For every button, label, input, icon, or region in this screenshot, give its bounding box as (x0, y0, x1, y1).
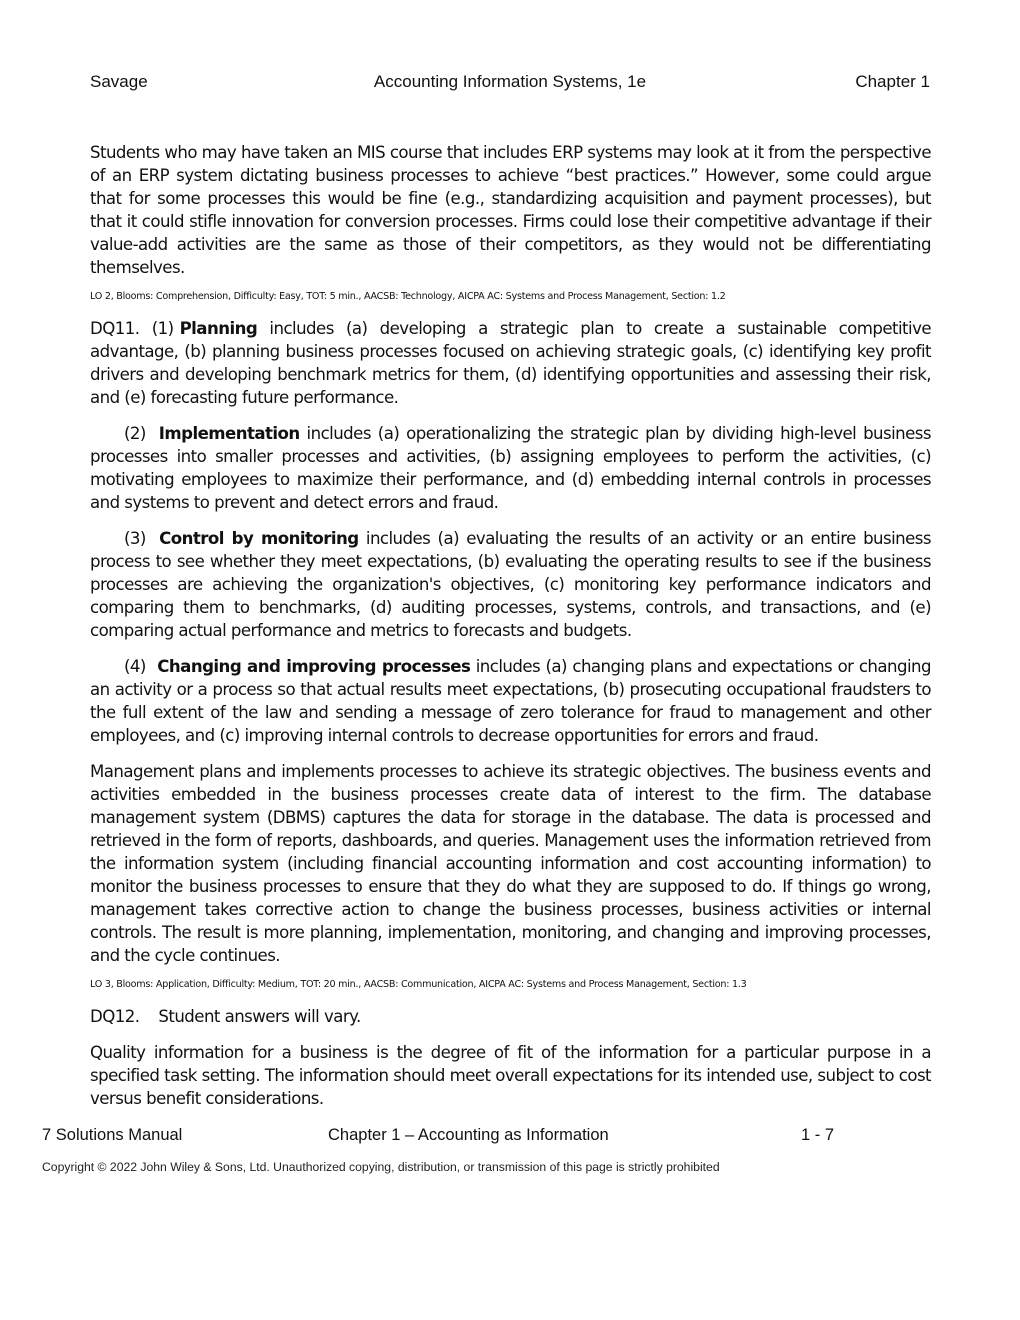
dq12-line (90, 1005, 931, 1028)
dq11-item1-number: (1) (151, 319, 174, 338)
page-content (90, 141, 931, 1110)
learning-objective-meta-2: LO 3, Blooms: Application, Difficulty: Medium, TOT: 20 min., AACSB: Communication, AICPA AC: Systems and Process Management, Section: 1.3 (90, 979, 747, 990)
footer-page-number: 1 - 7 (801, 1126, 835, 1144)
copyright-notice: Copyright © 2022 John Wiley & Sons, Ltd. Unauthorized copying, distribution, or transmission of this page is strictly prohibited (42, 1160, 720, 1174)
dq11-item1-text: includes (a) developing a strategic plan to create a sustainable competitive advantage, (b) planning business processes focused on achieving strategic goals, (c) identifying key profit drivers and developing benchmark metrics for them, (d) identifying opportunities and assessing their risk, and (e) forecasting future performance. (90, 319, 931, 407)
dq11-item3-text: includes (a) evaluating the results of an activity or an entire business process to see whether they meet expectations, (b) evaluating the operating results to see if the business processes are achieving the organization's objectives, (c) monitoring key performance indicators and comparing them to benchmarks, (d) auditing processes, systems, controls, and transactions, and (e) comparing actual performance and metrics to forecasts and budgets. (90, 529, 931, 640)
footer-manual: 7 Solutions Manual (42, 1126, 183, 1144)
dq12-paragraph: Quality information for a business is the degree of fit of the information for a particular purpose in a specified task setting. The information should meet overall expectations for its intended use, subject to cost versus benefit considerations. (90, 1043, 931, 1108)
dq11-item4-text: includes (a) changing plans and expectations or changing an activity or a process so that actual results meet expectations, (b) prosecuting occupational fraudsters to the full extent of the law and sending a message of zero tolerance for fraud to management and other employees, and (c) improving internal controls to decrease opportunities for errors and fraud. (90, 657, 931, 745)
dq11-item2-term: Implementation (158, 424, 300, 443)
dq11-item-control (90, 527, 931, 642)
dq11-item4-term: Changing and improving processes (157, 657, 471, 676)
dq11-label: DQ11. (90, 319, 140, 338)
dq11-item2-text: includes (a) operationalizing the strategic plan by dividing high-level business processes into smaller processes and activities, (b) assigning employees to perform the activities, (c) motivating employees to maximize their performance, and (d) embedding internal controls in processes and systems to prevent and detect errors and fraud. (90, 424, 931, 512)
intro-paragraph: Students who may have taken an MIS course that includes ERP systems may look at it from the perspective of an ERP system dictating business processes to achieve “best practices.” However, some could argue that for some processes this would be fine (e.g., standardizing acquisition and payment processes), but that it could stifle innovation for conversion processes. Firms could lose their competitive advantage if their value-add activities are the same as those of their competitors, as they would not be differentiating themselves. (90, 143, 931, 277)
dq11-item2-number: (2) (124, 424, 146, 443)
learning-objective-meta: LO 2, Blooms: Comprehension, Difficulty: Easy, TOT: 5 min., AACSB: Technology, AICPA AC: Systems and Process Management, Section: 1.2 (90, 291, 726, 302)
dq11-summary-paragraph: Management plans and implements processes to achieve its strategic objectives. The business events and activities embedded in the business processes create data of interest to the firm. The database management system (DBMS) captures the data for storage in the database. The data is processed and retrieved in the form of reports, dashboards, and queries. Management uses the information retrieved from the information system (including financial accounting information and cost accounting information) to monitor the business processes to ensure that they do what they are supposed to do. If things go wrong, management takes corrective action to change the business processes, business activities or internal controls. The result is more planning, implementation, monitoring, and changing and improving processes, and the cycle continues. (90, 762, 931, 965)
dq12-text: Student answers will vary. (158, 1007, 361, 1026)
dq11-item3-term: Control by monitoring (159, 529, 359, 548)
page-header (90, 72, 930, 94)
dq12-label: DQ12. (90, 1007, 140, 1026)
dq11-item4-number: (4) (124, 657, 146, 676)
header-chapter: Chapter 1 (855, 72, 930, 91)
footer-chapter-title: Chapter 1 – Accounting as Information (328, 1126, 609, 1144)
dq11-item-improving (90, 655, 931, 747)
dq11-item-implementation (90, 422, 931, 514)
dq11-item1-term: Planning (179, 319, 258, 338)
header-book-title: Accounting Information Systems, 1e (373, 72, 647, 91)
dq11-item-planning (90, 317, 931, 409)
header-author: Savage (90, 72, 148, 91)
dq11-item3-number: (3) (124, 529, 146, 548)
page-footer (42, 1126, 842, 1148)
